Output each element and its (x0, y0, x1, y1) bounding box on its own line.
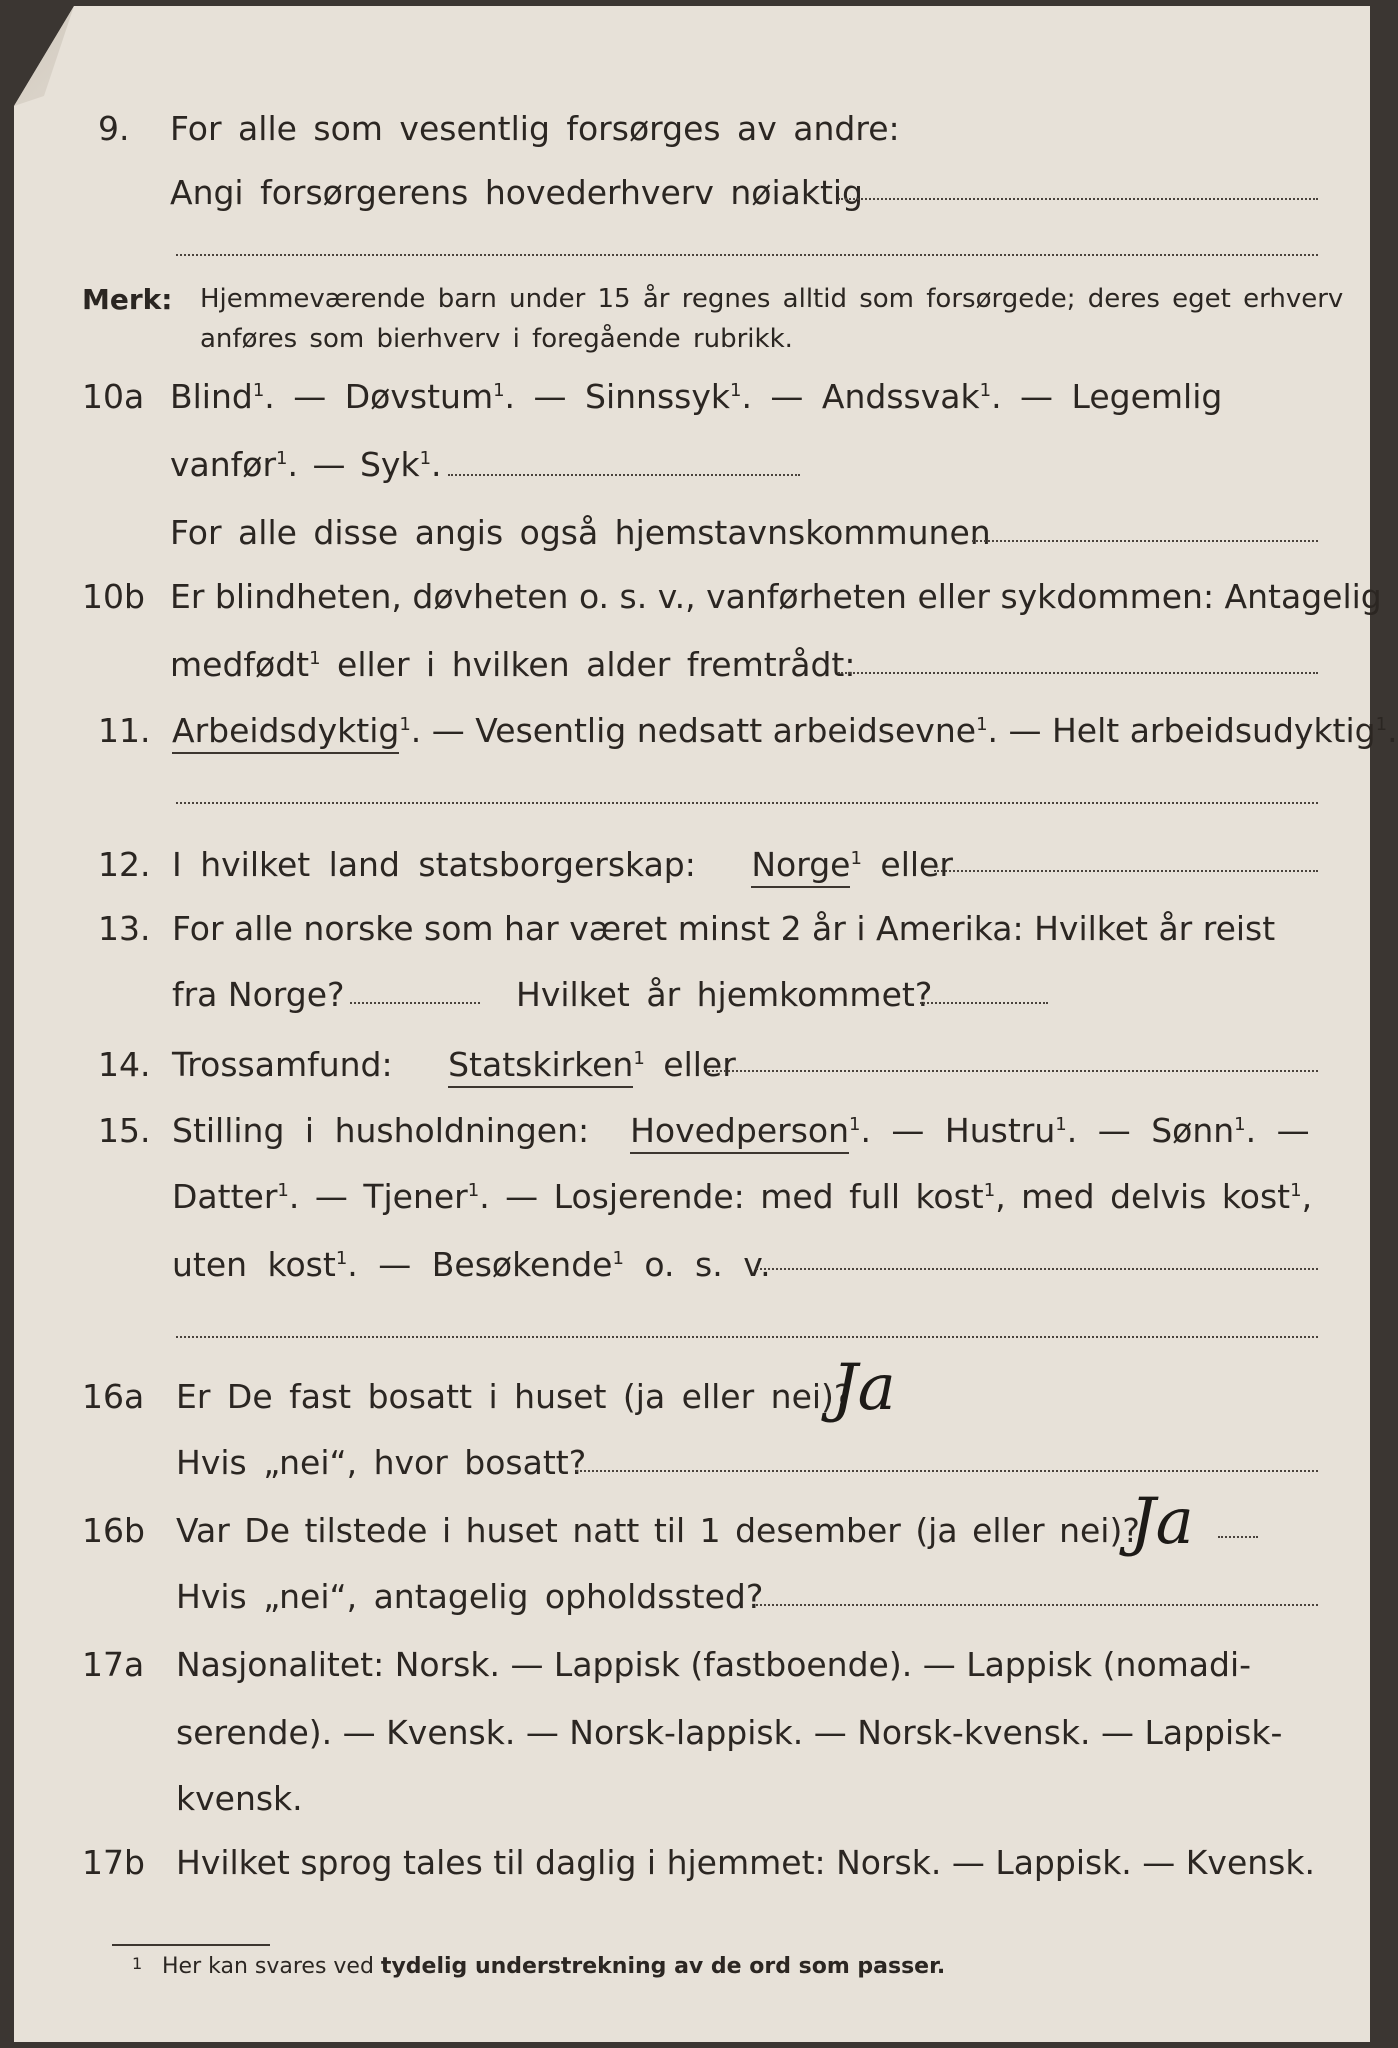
q10b-number: 10b (82, 577, 145, 616)
q11-number: 11. (98, 711, 151, 750)
q10a-line3: For alle disse angis også hjemstavnskommunen (170, 513, 991, 552)
q9-answer-line (838, 198, 1318, 200)
q15-answer-line (756, 1268, 1318, 1270)
q15-line1: Stilling i husholdningen: Hovedperson$^1$. — Hustru$^1$. — Sønn$^1$. — (172, 1114, 1310, 1147)
q10a-line1: Blind$^1$. — Døvstum$^1$. — Sinnssyk$^1$. — Andssvak$^1$. — Legemlig (170, 377, 1223, 416)
q9-number: 9. (98, 109, 130, 148)
q11-line1: Arbeidsdyktig$^1$. — Vesentlig nedsatt arbeidsevne$^1$. — Helt arbeidsudyktig$^1$. (172, 714, 1398, 747)
q12-answer-underlined: Norge (751, 845, 850, 888)
q9-line1: For alle som vesentlig forsørges av andre: (170, 109, 900, 148)
q16a-number: 16a (82, 1377, 145, 1416)
q15-line3: uten kost$^1$. — Besøkende$^1$ o. s. v. (172, 1245, 771, 1284)
footnote-mark: 1 (132, 1954, 143, 1973)
q15-answer-underlined: Hovedperson (630, 1111, 849, 1154)
q10a-number: 10a (82, 377, 145, 416)
q17a-line1: Nasjonalitet: Norsk. — Lappisk (fastboende). — Lappisk (nomadi- (176, 1645, 1252, 1684)
merk-line1: Hjemmeværende barn under 15 år regnes alltid som forsørgede; deres eget erhverv (200, 284, 1344, 314)
q10b-answer-line (838, 672, 1318, 674)
q16b-line2: Hvis „nei“, antagelig opholdssted? (176, 1577, 764, 1616)
q16b-line1: Var De tilstede i huset natt til 1 desember (ja eller nei)? (176, 1511, 1140, 1550)
q17a-line2: serende). — Kvensk. — Norsk-lappisk. — Norsk-kvensk. — Lappisk- (176, 1713, 1283, 1752)
q9-line2: Angi forsørgerens hovederhverv nøiaktig (170, 173, 864, 212)
q17a-line3: kvensk. (176, 1779, 303, 1818)
q13-number: 13. (98, 909, 151, 948)
q10b-line2: medfødt$^1$ eller i hvilken alder fremtrådt: (170, 645, 856, 684)
q16b-handwritten-answer: Ja (1130, 1485, 1194, 1559)
q16a-line2: Hvis „nei“, hvor bosatt? (176, 1443, 587, 1482)
q17a-number: 17a (82, 1645, 145, 1684)
q14-number: 14. (98, 1045, 151, 1084)
q16a-handwritten-answer: Ja (832, 1351, 896, 1425)
q16a-answer-line (576, 1470, 1318, 1472)
q12-line: I hvilket land statsborgerskap: Norge$^1$ eller (172, 848, 953, 881)
merk-line2: anføres som bierhverv i foregående rubrikk. (200, 324, 793, 354)
q14-answer-line (708, 1070, 1318, 1072)
q12-answer-line (934, 870, 1318, 872)
q16b-answer-line (756, 1604, 1318, 1606)
q10a-syk-line (448, 474, 800, 476)
q15-line2: Datter$^1$. — Tjener$^1$. — Losjerende: med full kost$^1$, med delvis kost$^1$, (172, 1177, 1313, 1216)
q17b-line1: Hvilket sprog tales til daglig i hjemmet: Norsk. — Lappisk. — Kvensk. (176, 1843, 1315, 1882)
q11-answer-line (176, 802, 1318, 804)
q15-answer-line-2 (176, 1336, 1318, 1338)
q17b-number: 17b (82, 1843, 145, 1882)
q16a-line1: Er De fast bosatt i huset (ja eller nei)? (176, 1377, 852, 1416)
q9-answer-line-2 (176, 254, 1318, 256)
footnote-rule (112, 1944, 270, 1946)
q13-line1: For alle norske som har været minst 2 år i Amerika: Hvilket år reist (172, 909, 1276, 948)
q16b-tail-line (1218, 1536, 1258, 1538)
q14-answer-underlined: Statskirken (448, 1045, 633, 1088)
q13-reist-line (350, 1002, 480, 1004)
q13-line2a: fra Norge? (172, 975, 345, 1014)
q13-line2b: Hvilket år hjemkommet? (516, 975, 933, 1014)
q12-number: 12. (98, 845, 151, 884)
q11-answer-underlined: Arbeidsdyktig (172, 711, 399, 754)
q16b-number: 16b (82, 1511, 145, 1550)
q10a-hjemstavn-line (972, 540, 1318, 542)
q14-line: Trossamfund: Statskirken$^1$ eller (172, 1048, 736, 1081)
q10b-line1: Er blindheten, døvheten o. s. v., vanførheten eller sykdommen: Antagelig (170, 577, 1382, 616)
q15-number: 15. (98, 1111, 151, 1150)
q13-hjemkommet-line (920, 1002, 1048, 1004)
merk-label: Merk: (82, 283, 173, 316)
q10a-line2: vanfør$^1$. — Syk$^1$. (170, 445, 442, 484)
footnote-text: Her kan svares ved tydelig understrekning av de ord som passer. (162, 1954, 946, 1979)
